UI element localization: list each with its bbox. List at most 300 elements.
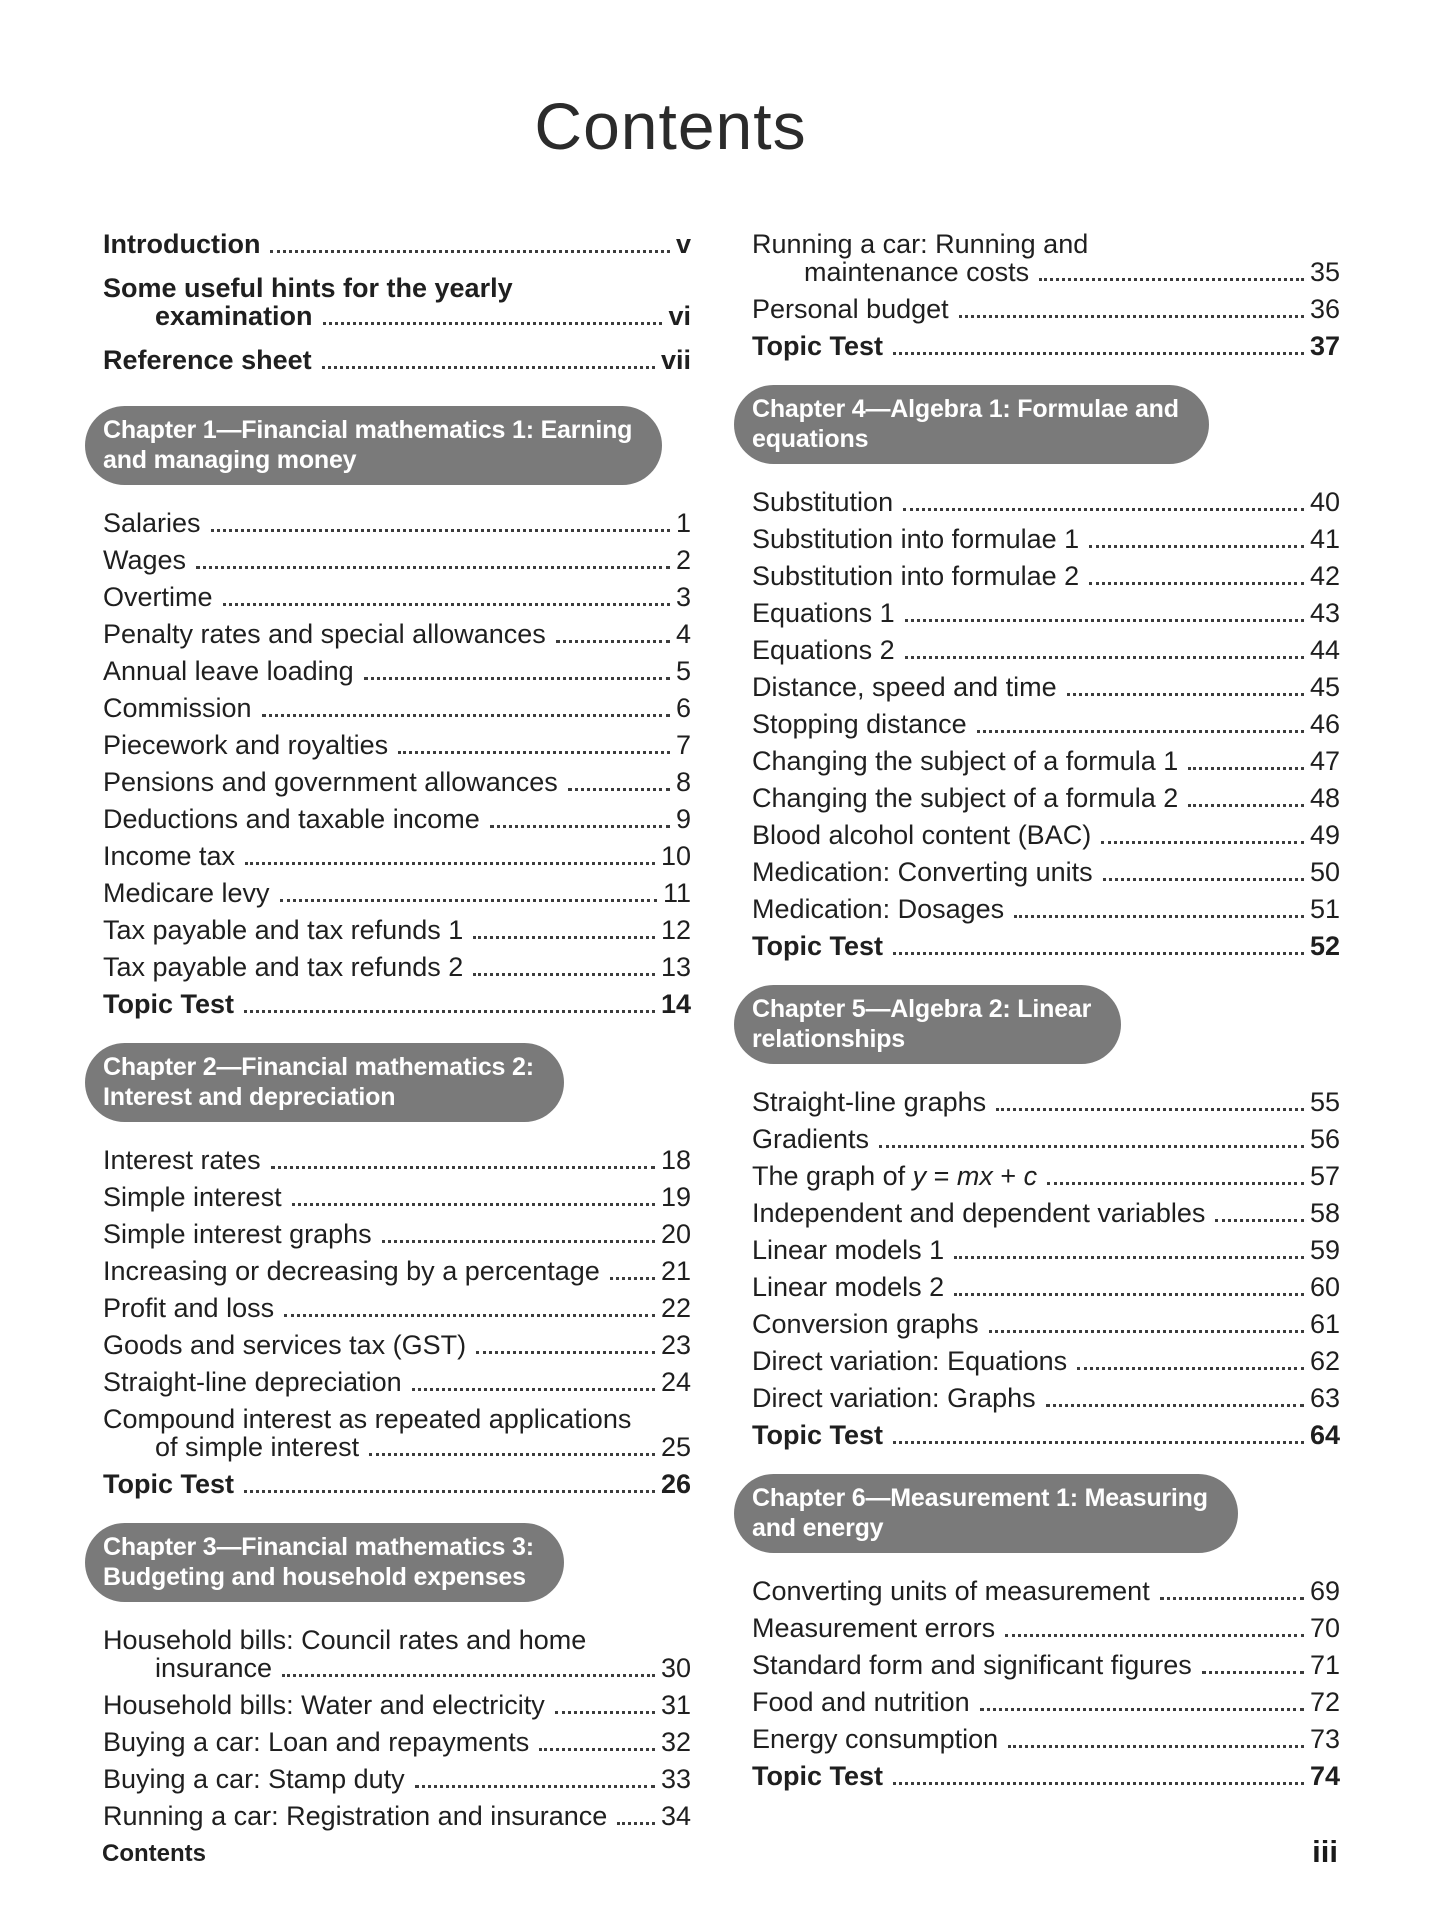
toc-entry-page: 21 [660, 1256, 691, 1286]
toc-entry-page: 6 [675, 693, 691, 723]
toc-entry-page: 25 [660, 1432, 691, 1462]
toc-entry [734, 1088, 1340, 1116]
toc-entry [85, 1220, 691, 1248]
leader-dots [905, 656, 1304, 659]
toc-entry-label: Increasing or decreasing by a percentage [103, 1256, 600, 1286]
toc-entry-label: Personal budget [752, 294, 949, 324]
toc-entry-label: Introduction [103, 229, 261, 259]
toc-entry [734, 525, 1340, 553]
toc-entry [734, 673, 1340, 701]
toc-entry-line1 [752, 1651, 1340, 1679]
toc-entry [734, 488, 1340, 516]
toc-entry-page: 73 [1309, 1724, 1340, 1754]
toc-entry-page: 22 [660, 1293, 691, 1323]
leader-dots [1047, 1182, 1304, 1185]
toc-entry-line1 [103, 1294, 691, 1322]
toc-entry-line1 [752, 673, 1340, 701]
chapter-heading-line1: Chapter 4—Algebra 1: Formulae and [752, 395, 1179, 423]
leader-dots [1014, 915, 1304, 918]
toc-entry-page: 58 [1309, 1198, 1340, 1228]
toc-entry-line1 [752, 1088, 1340, 1116]
toc-entry-page: 42 [1309, 561, 1340, 591]
toc-entry-label: Straight-line graphs [752, 1087, 987, 1117]
toc-entry [85, 879, 691, 907]
leader-dots [211, 529, 670, 532]
chapter-section [85, 1507, 691, 1839]
toc-entry-label: Annual leave loading [103, 656, 354, 686]
toc-entry [85, 657, 691, 685]
toc-entry-page: 13 [660, 952, 691, 982]
toc-entry-page: 33 [660, 1764, 691, 1794]
toc-entry-line1 [103, 620, 691, 648]
toc-entry-page: 32 [660, 1727, 691, 1757]
toc-entry-label: Independent and dependent variables [752, 1198, 1206, 1228]
toc-entry-page: 49 [1309, 820, 1340, 850]
toc-entry-label: Converting units of measurement [752, 1576, 1150, 1606]
toc-entry-label: Topic Test [752, 1420, 884, 1450]
leader-dots [893, 952, 1304, 955]
toc-entry-line1 [103, 1220, 691, 1248]
toc-entry [85, 230, 691, 258]
toc-entry-page: 51 [1309, 894, 1340, 924]
toc-entry [734, 784, 1340, 812]
chapter-heading-line2: and energy [752, 1514, 884, 1542]
toc-entry [85, 620, 691, 648]
leader-dots [905, 619, 1304, 622]
leader-dots [244, 1010, 655, 1013]
leader-dots [271, 1166, 655, 1169]
toc-entry-label-continuation: examination [155, 301, 313, 331]
toc-entry-label: Equations 2 [752, 635, 895, 665]
toc-entry [85, 768, 691, 796]
toc-entry-line1 [103, 509, 691, 537]
leader-dots [223, 603, 670, 606]
toc-entry-line1 [103, 1470, 691, 1498]
leader-dots [284, 1314, 655, 1317]
leader-dots [980, 1708, 1304, 1711]
chapter-heading-banner [734, 985, 1121, 1064]
toc-entry-label: Blood alcohol content (BAC) [752, 820, 1092, 850]
toc-entry-page: 56 [1309, 1124, 1340, 1154]
leader-dots [415, 1785, 655, 1788]
toc-entry-label-continuation: maintenance costs [804, 257, 1030, 287]
toc-entry-label: Commission [103, 693, 252, 723]
toc-entry-line1 [103, 1368, 691, 1396]
toc-entry-label: Topic Test [752, 331, 884, 361]
toc-entry-label: Buying a car: Loan and repayments [103, 1727, 530, 1757]
toc-entry [85, 842, 691, 870]
toc-entry-line1 [103, 694, 691, 722]
toc-entry-line1 [103, 1331, 691, 1359]
toc-entry-label: Equations 1 [752, 598, 895, 628]
chapter-heading-line1: Chapter 3—Financial mathematics 3: [103, 1533, 534, 1561]
toc-entry [734, 1199, 1340, 1227]
toc-entry-line1 [752, 1577, 1340, 1605]
toc-entry-label: Pensions and government allowances [103, 767, 558, 797]
chapter-heading-line1: Chapter 2—Financial mathematics 2: [103, 1053, 534, 1081]
toc-entry-line1 [752, 1347, 1340, 1375]
toc-entry-page: 37 [1309, 331, 1340, 361]
leader-dots [270, 250, 670, 253]
toc-entry-page: 57 [1309, 1161, 1340, 1191]
toc-entry-label: Simple interest [103, 1182, 282, 1212]
leader-dots [879, 1145, 1304, 1148]
toc-entry-page: 41 [1309, 524, 1340, 554]
toc-entry-page: v [675, 229, 691, 259]
toc-entry [734, 747, 1340, 775]
footer-section-label: Contents [102, 1840, 206, 1867]
toc-entry-page: 40 [1309, 487, 1340, 517]
leader-dots [323, 322, 663, 325]
toc-entry [85, 1183, 691, 1211]
toc-entry-label: Buying a car: Stamp duty [103, 1764, 405, 1794]
toc-entry-line1 [103, 546, 691, 574]
toc-entry [734, 1614, 1340, 1642]
entries-block [85, 230, 691, 390]
toc-entry-page: 20 [660, 1219, 691, 1249]
toc-entry-line1 [752, 1236, 1340, 1264]
toc-entry-label: Piecework and royalties [103, 730, 389, 760]
leader-dots [369, 1453, 655, 1456]
toc-entry [734, 1162, 1340, 1190]
toc-entry-label: Changing the subject of a formula 1 [752, 746, 1179, 776]
toc-entry [85, 583, 691, 611]
toc-entry-label: Salaries [103, 508, 201, 538]
toc-entry-page: 52 [1309, 931, 1340, 961]
toc-entry-page: 62 [1309, 1346, 1340, 1376]
toc-entry-label: Substitution into formulae 1 [752, 524, 1080, 554]
toc-entry-page: 60 [1309, 1272, 1340, 1302]
toc-entry [85, 1765, 691, 1793]
leader-dots [610, 1277, 655, 1280]
toc-entry [734, 858, 1340, 886]
label-text: The graph of [752, 1161, 913, 1191]
leader-dots [989, 1330, 1304, 1333]
leader-dots [954, 1293, 1304, 1296]
toc-entry-line1 [752, 710, 1340, 738]
toc-entry-line1 [752, 488, 1340, 516]
toc-entry-label: Reference sheet [103, 345, 312, 375]
toc-entry [734, 932, 1340, 960]
toc-entry-label: Standard form and significant figures [752, 1650, 1192, 1680]
leader-dots [539, 1748, 655, 1751]
toc-entry-line1 [752, 599, 1340, 627]
chapter-heading-line2: Budgeting and household expenses [103, 1563, 526, 1591]
leader-dots [555, 1711, 655, 1714]
toc-entry [734, 1688, 1340, 1716]
leader-dots [1160, 1597, 1304, 1600]
toc-entry [734, 1273, 1340, 1301]
toc-entry-page: 26 [660, 1469, 691, 1499]
toc-entry-line1 [752, 1725, 1340, 1753]
leader-dots [1067, 693, 1304, 696]
left-column [85, 230, 691, 1839]
toc-entry-line1 [103, 1257, 691, 1285]
leader-dots [473, 973, 655, 976]
toc-entry [85, 1626, 691, 1682]
toc-entry-page: 2 [675, 545, 691, 575]
toc-entry-line2 [103, 1654, 691, 1682]
chapter-heading-banner [85, 1523, 564, 1602]
toc-entry-page: 19 [660, 1182, 691, 1212]
toc-entry-line1 [103, 1183, 691, 1211]
right-column [734, 230, 1340, 1839]
toc-entry-line1 [103, 1626, 691, 1654]
leader-dots [476, 1351, 655, 1354]
leader-dots [473, 936, 655, 939]
toc-entry-line1 [103, 583, 691, 611]
leader-dots [893, 1441, 1304, 1444]
toc-entry [85, 546, 691, 574]
toc-entry [85, 1802, 691, 1830]
chapter-heading-line1: Chapter 6—Measurement 1: Measuring [752, 1484, 1208, 1512]
leader-dots [196, 566, 670, 569]
toc-entry-line1 [752, 1162, 1340, 1190]
toc-entry-page: 18 [660, 1145, 691, 1175]
toc-entry-page: 64 [1309, 1420, 1340, 1450]
toc-entry [85, 990, 691, 1018]
toc-entry [734, 1310, 1340, 1338]
toc-entry-label: Stopping distance [752, 709, 967, 739]
toc-entry [85, 1368, 691, 1396]
toc-entry-label: Medication: Converting units [752, 857, 1093, 887]
toc-entry-page: 8 [675, 767, 691, 797]
toc-entry-line1 [752, 562, 1340, 590]
math-variable: mx [956, 1161, 993, 1191]
leader-dots [1089, 545, 1304, 548]
toc-entry-line1 [103, 274, 691, 302]
toc-entry [85, 1331, 691, 1359]
toc-entry-line1 [103, 805, 691, 833]
toc-entry-line1 [103, 842, 691, 870]
leader-dots [893, 1782, 1304, 1785]
toc-entry [734, 895, 1340, 923]
toc-entry-page: 23 [660, 1330, 691, 1360]
toc-entry-page: 55 [1309, 1087, 1340, 1117]
toc-entry-line1 [103, 916, 691, 944]
toc-entry-label: Measurement errors [752, 1613, 996, 1643]
toc-entry-line1 [103, 731, 691, 759]
chapter-section [734, 969, 1340, 1458]
toc-entry [734, 1384, 1340, 1412]
toc-entry-line1 [103, 1728, 691, 1756]
toc-entry-label: Tax payable and tax refunds 1 [103, 915, 464, 945]
toc-entry-label: Household bills: Council rates and home [103, 1625, 587, 1655]
toc-entry-label [752, 1162, 1037, 1190]
leader-dots [490, 825, 670, 828]
toc-entry-line1 [103, 1802, 691, 1830]
toc-entry-label: Wages [103, 545, 187, 575]
chapter-heading-banner [734, 1474, 1238, 1553]
toc-entry [734, 1125, 1340, 1153]
chapter-heading-line2: and managing money [103, 446, 357, 474]
toc-entry [734, 332, 1340, 360]
toc-entry-label: Food and nutrition [752, 1687, 970, 1717]
toc-entry-line1 [752, 636, 1340, 664]
toc-entry-line1 [752, 1125, 1340, 1153]
toc-entry-label: Direct variation: Graphs [752, 1383, 1036, 1413]
toc-entry-line1 [103, 768, 691, 796]
footer-page-number: iii [1312, 1834, 1338, 1869]
toc-entry-line1 [103, 990, 691, 1018]
label-text: + [992, 1161, 1024, 1191]
toc-entry-label: Energy consumption [752, 1724, 999, 1754]
toc-entry [734, 1236, 1340, 1264]
toc-columns [85, 230, 1340, 1839]
chapter-heading-banner [85, 406, 662, 485]
toc-entry-line1 [103, 879, 691, 907]
toc-entry [734, 230, 1340, 286]
toc-entry-label: Profit and loss [103, 1293, 275, 1323]
leader-dots [1215, 1219, 1304, 1222]
toc-entry-label: Topic Test [752, 931, 884, 961]
toc-entry-line1 [752, 932, 1340, 960]
page-title: Contents [534, 89, 807, 163]
toc-entry [85, 694, 691, 722]
toc-entry-label: Compound interest as repeated applications [103, 1404, 632, 1434]
toc-entry-line1 [103, 346, 691, 374]
toc-entry [85, 1691, 691, 1719]
toc-entry [85, 731, 691, 759]
toc-entry-label: Direct variation: Equations [752, 1346, 1068, 1376]
leader-dots [245, 862, 655, 865]
toc-entry-page: 71 [1309, 1650, 1340, 1680]
leader-dots [1005, 1634, 1304, 1637]
toc-entry-page: 14 [660, 989, 691, 1019]
toc-entry-page: 74 [1309, 1761, 1340, 1791]
toc-entry-label: Distance, speed and time [752, 672, 1057, 702]
toc-entry-page: 36 [1309, 294, 1340, 324]
toc-entry-line1 [752, 230, 1340, 258]
leader-dots [398, 751, 670, 754]
toc-entry-page: 72 [1309, 1687, 1340, 1717]
leader-dots [893, 352, 1304, 355]
chapter-heading-line2: equations [752, 425, 869, 453]
leader-dots [1202, 1671, 1304, 1674]
toc-entry-line1 [103, 657, 691, 685]
toc-entry-page: 59 [1309, 1235, 1340, 1265]
toc-entry-page: 46 [1309, 709, 1340, 739]
toc-entry-label: Simple interest graphs [103, 1219, 372, 1249]
toc-entry-label: Medication: Dosages [752, 894, 1005, 924]
toc-entry [85, 1257, 691, 1285]
toc-entry-page: 45 [1309, 672, 1340, 702]
toc-entry-label: Deductions and taxable income [103, 804, 480, 834]
toc-entry [85, 274, 691, 330]
leader-dots [954, 1256, 1304, 1259]
toc-entry-page: vi [668, 301, 691, 331]
toc-entry-page: 5 [675, 656, 691, 686]
leader-dots [280, 899, 657, 902]
leader-dots [1077, 1367, 1304, 1370]
toc-entry-page: vii [660, 345, 691, 375]
toc-entry [734, 1762, 1340, 1790]
chapter-heading-line1: Chapter 1—Financial mathematics 1: Earning [103, 416, 633, 444]
leader-dots [322, 366, 655, 369]
toc-entry-line1 [103, 1765, 691, 1793]
toc-entry [734, 1651, 1340, 1679]
toc-entry-page: 47 [1309, 746, 1340, 776]
toc-entry-page: 48 [1309, 783, 1340, 813]
toc-entry-page: 61 [1309, 1309, 1340, 1339]
leader-dots [1089, 582, 1304, 585]
toc-entry-line1 [752, 1310, 1340, 1338]
toc-entry-page: 30 [660, 1653, 691, 1683]
toc-entry-label: Goods and services tax (GST) [103, 1330, 467, 1360]
toc-entry [85, 509, 691, 537]
toc-entry [734, 636, 1340, 664]
toc-entry [734, 599, 1340, 627]
toc-entry [734, 1421, 1340, 1449]
toc-entry [734, 562, 1340, 590]
toc-entry-label: Running a car: Running and [752, 229, 1089, 259]
leader-dots [1039, 278, 1304, 281]
toc-entry-label: Linear models 2 [752, 1272, 945, 1302]
toc-entry-line1 [752, 332, 1340, 360]
math-variable: y [912, 1161, 927, 1191]
toc-entry-page: 9 [675, 804, 691, 834]
toc-entry-label: Income tax [103, 841, 236, 871]
toc-entry [734, 1347, 1340, 1375]
toc-entry-label: Gradients [752, 1124, 870, 1154]
toc-entry-line1 [752, 1421, 1340, 1449]
toc-entry-label: Straight-line depreciation [103, 1367, 402, 1397]
toc-entry-label: Changing the subject of a formula 2 [752, 783, 1179, 813]
chapter-heading-line1: Chapter 5—Algebra 2: Linear [752, 995, 1092, 1023]
leader-dots [617, 1822, 655, 1825]
toc-entry-line2 [103, 1433, 691, 1461]
toc-entry-label: Topic Test [752, 1761, 884, 1791]
leader-dots [382, 1240, 655, 1243]
toc-entry-label: Some useful hints for the yearly [103, 273, 513, 303]
toc-entry-line1 [752, 784, 1340, 812]
toc-entry-label: Overtime [103, 582, 213, 612]
entries-block [734, 230, 1340, 369]
toc-entry-line1 [103, 953, 691, 981]
toc-entry-label: Household bills: Water and electricity [103, 1690, 545, 1720]
leader-dots [282, 1674, 655, 1677]
toc-entry-label: Substitution [752, 487, 894, 517]
chapter-heading-line2: relationships [752, 1025, 905, 1053]
toc-entry [85, 1728, 691, 1756]
toc-entry-page: 4 [675, 619, 691, 649]
leader-dots [1008, 1745, 1304, 1748]
toc-entry [85, 1146, 691, 1174]
label-text: = [926, 1161, 957, 1191]
toc-entry-line1 [752, 1688, 1340, 1716]
toc-entry-label: Topic Test [103, 989, 235, 1019]
toc-entry-line1 [752, 295, 1340, 323]
leader-dots [1101, 841, 1304, 844]
toc-entry-page: 34 [660, 1801, 691, 1831]
toc-entry-label: Topic Test [103, 1469, 235, 1499]
toc-entry-page: 69 [1309, 1576, 1340, 1606]
toc-entry-line1 [103, 1691, 691, 1719]
toc-entry-page: 24 [660, 1367, 691, 1397]
toc-entry [85, 953, 691, 981]
toc-entry [85, 1470, 691, 1498]
toc-entry-label: Substitution into formulae 2 [752, 561, 1080, 591]
leader-dots [412, 1388, 655, 1391]
toc-entry-line1 [752, 1199, 1340, 1227]
toc-entry [734, 821, 1340, 849]
toc-entry-label: Medicare levy [103, 878, 270, 908]
toc-entry-label: Running a car: Registration and insurance [103, 1801, 608, 1831]
toc-entry-label-continuation: insurance [155, 1653, 273, 1683]
toc-entry [85, 1294, 691, 1322]
leader-dots [292, 1203, 655, 1206]
toc-entry-page: 43 [1309, 598, 1340, 628]
